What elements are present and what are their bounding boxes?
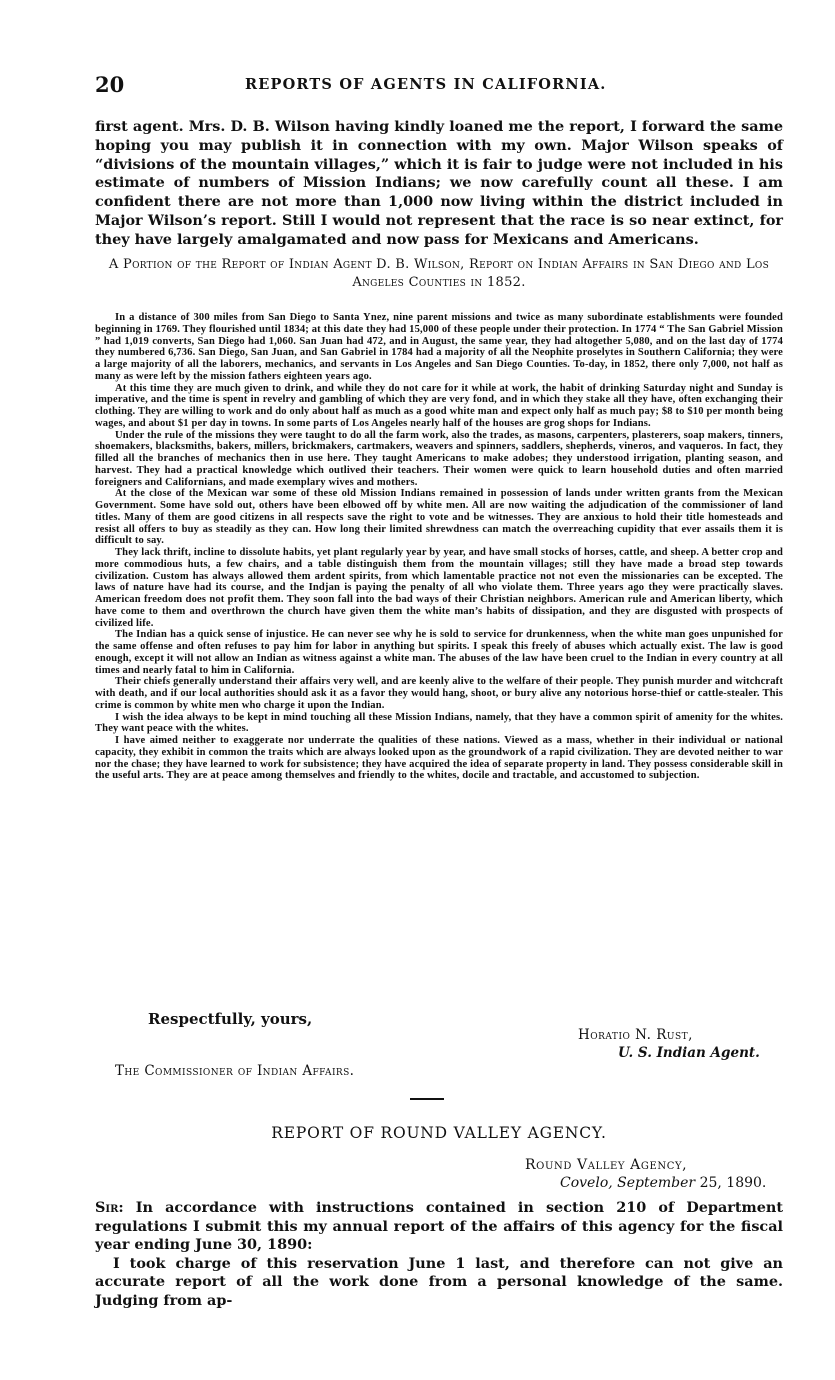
report-paragraph: At the close of the Mexican war some of these old Mission Indians remained in possession of lands under written grants from the Mexican Government. Some have sold out, others have been elbowed off by white men. All are now waiting the adjudication of the commissioner of land titles. Many of them are good citizens in all respects save the right to vote and be witnesses. They are anxious to hold their title homesteads and resist all offers to buy as steadily as they can. How long their limited shrewdness can match the overreaching cupidity that ever assails them it is difficult to say. (95, 488, 783, 547)
report-paragraph: Their chiefs generally understand their affairs very well, and are keenly alive to the welfare of their people. They punish murder and witchcraft with death, and if our local authorities should ask it as a favor they would hang, shoot, or bury alive any notorious horse-thief or cattle-stealer. This crime is common by white men who charge it upon the Indian. (95, 676, 783, 711)
body-paragraph-text: I took charge of this reservation June 1 last, and therefore can not give an accurate report of all the work done from a personal knowledge of the same. Judging from ap- (95, 1254, 783, 1309)
report-paragraph: They lack thrift, incline to dissolute habits, yet plant regularly year by year, and have small stocks of horses, cattle, and sheep. A better crop and more commodious huts, a few chairs, and a table distinguish them from the mountain villages; still they have made a broad step towards civilization. Custom has always allowed them ardent spirits, from which lamentable practice not not even the missionaries can be excepted. The laws of nature have had its course, and the Indjan is paying the penalty of all who violate them. Three years ago they were practically slaves. American freedom does not profit them. They soon fall into the bad ways of their Christian neighbors. American rule and American liberty, which have come to them and overthrown the church have given them the white man’s habits of dissipation, and they are disgusted with prospects of civilized life. (95, 547, 783, 629)
running-head: REPORTS OF AGENTS IN CALIFORNIA. (245, 76, 607, 93)
wilson-report-excerpt (95, 312, 783, 782)
page-number: 20 (95, 72, 125, 97)
dateline-place: Covelo, (560, 1175, 613, 1191)
salutation: Sir: (95, 1199, 124, 1216)
report-paragraph: At this time they are much given to drink, and while they do not care for it while at work, the habit of drinking Saturday night and Sunday is imperative, and the time is spent in revelry and gambling of which they are very fond, and in which they stake all they have, often exchanging their clothing. They are willing to work and do only about half as much as a good white man and expect only half as much pay; $8 to $10 per month being wages, and about $1 per day in towns. In some parts of Los Angeles nearly half of the houses are grog shops for Indians. (95, 382, 783, 429)
report-paragraph: Under the rule of the missions they were taught to do all the farm work, also the trades, as masons, carpenters, plasterers, soap makers, tinners, shoemakers, blacksmiths, bakers, millers, brickmakers, cartmakers, weavers and spinners, saddlers, shepherds, vineros, and vaqueros. In fact, they filled all the branches of mechanics then in use here. They taught Americans to make adobes; they understood irrigation, planting season, and harvest. They had a practical knowledge which outlived their teachers. Their women were quick to learn household duties and often married foreigners and Californians, and made exemplary wives and mothers. (95, 429, 783, 488)
agency-heading: Round Valley Agency, (525, 1157, 688, 1173)
report-paragraph: The Indian has a quick sense of injustice. He can never see why he is sold to service for drunkenness, when the white man goes unpunished for the same offense and often refuses to pay him for labor in anything but spirits. I speak this freely of abuses which actually exist. The law is good enough, except it will not allow an Indian as witness against a white man. The abuses of the law have been cruel to the Indian in every country at all times and nearly fatal to him in California. (95, 629, 783, 676)
report-paragraph: In a distance of 300 miles from San Diego to Santa Ynez, nine parent missions and twice as many subordinate establishments were founded beginning in 1769. They flourished until 1834; at this date they had 15,000 of these people under their protection. In 1774 “ The San Gabriel Mission ” had 1,019 converts, San Diego had 1,060. San Juan had 472, and in August, the same year, they had altogether 5,080, and on the last day of 1774 they numbered 6,736. San Diego, San Juan, and San Gabriel in 1784 had a majority of all the Neophite proselytes in Southern California; they were a large majority of all the laborers, mechanics, and servants in Los Angeles and San Diego Counties. To-day, in 1852, there only 7,000, not half as many as were left by the mission fathers eighteen years ago. (95, 312, 783, 382)
dateline-day-year: 25, 1890. (699, 1175, 767, 1191)
body-paragraph-text: In accordance with instructions contained in section 210 of Department regulations I submit this my annual report of the affairs of this agency for the fiscal year ending June 30, 1890: (95, 1199, 783, 1254)
signature-title: U. S. Indian Agent. (618, 1045, 760, 1061)
closing: Respectfully, yours, (148, 1010, 313, 1028)
body-paragraph (95, 1255, 783, 1311)
report-paragraph: I have aimed neither to exaggerate nor underrate the qualities of these nations. Viewed as a mass, whether in their individual or national capacity, they exhibit in common the traits which are always looked upon as the groundwork of a rapid civilization. They are devoted neither to war nor the chase; they have learned to work for subsistence; they have acquired the idea of separate property in land. They possess considerable skill in the useful arts. They are at peace among themselves and friendly to the whites, docile and tractable, and accustomed to subjection. (95, 735, 783, 782)
dateline (560, 1175, 766, 1191)
signature-name: Horatio N. Rust, (578, 1027, 693, 1043)
report-paragraph: I wish the idea always to be kept in mind touching all these Mission Indians, namely, that they have a common spirit of amenity for the whites. They want peace with the whites. (95, 711, 783, 735)
addressee: The Commissioner of Indian Affairs. (115, 1063, 355, 1079)
intro-paragraph: first agent. Mrs. D. B. Wilson having kindly loaned me the report, I forward the same hoping you may publish it in connection with my own. Major Wilson speaks of “divisions of the mountain villages,” which it is fair to judge were not included in his estimate of numbers of Mission Indians; we now carefully count all these. I am confident there are not more than 1,000 now living within the district included in Major Wilson’s report. Still I would not represent that the race is so near extinct, for they have largely amalgamated and now pass for Mexicans and Americans. (95, 118, 783, 248)
section-title: A Portion of the Report of Indian Agent D. B. Wilson, Report on Indian Affairs in San Diego and Los Angeles Counties in 1852. (108, 257, 770, 290)
dateline-month: September (617, 1175, 696, 1191)
section-divider (410, 1098, 444, 1100)
page-header (95, 72, 785, 106)
report-title: REPORT OF ROUND VALLEY AGENCY. (271, 1124, 607, 1142)
body-paragraph (95, 1199, 783, 1255)
round-valley-report-body (95, 1199, 783, 1311)
